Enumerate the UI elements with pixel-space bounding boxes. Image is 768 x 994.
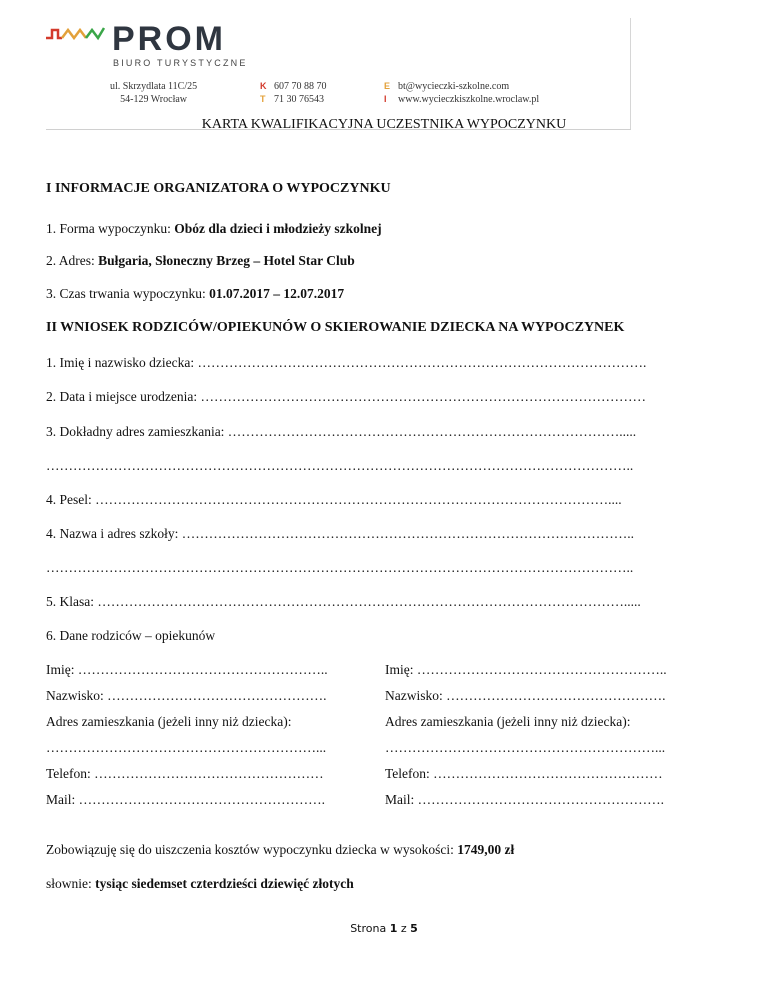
field-home-address[interactable]: 3. Dokładny adres zamieszkania: …………………………………………………………………………….....	[46, 424, 637, 439]
page-number: 1	[389, 922, 398, 935]
email-label: E	[384, 81, 391, 91]
company-phones	[260, 80, 327, 106]
header-divider-vertical	[630, 18, 631, 130]
company-online	[384, 80, 539, 106]
of-word: z	[400, 922, 407, 935]
company-email[interactable]: bt@wycieczki-szkolne.com	[398, 81, 510, 92]
phone-t-label: T	[260, 94, 266, 104]
field-class[interactable]: 5. Klasa: ……………………………………………………………………………………………………….....	[46, 594, 641, 609]
company-address	[110, 80, 197, 106]
rest-duration	[46, 286, 344, 302]
field-home-address-cont[interactable]: …………………………………………………………………………………………………………………..	[46, 458, 634, 473]
field-school[interactable]: 4. Nazwa i adres szkoły: ………………………………………………………………………………………..	[46, 526, 634, 541]
parent1-mail[interactable]: Mail: ……………………………………………….	[46, 792, 325, 807]
form-value: Obóz dla dzieci i młodzieży szkolnej	[174, 221, 382, 236]
field-pesel[interactable]: 4. Pesel: ……………………………………………………………………………………………………....	[46, 492, 622, 507]
section-1-heading: I INFORMACJE ORGANIZATORA O WYPOCZYNKU	[46, 181, 391, 196]
field-school-cont[interactable]: …………………………………………………………………………………………………………………..	[46, 560, 634, 575]
parent1-name[interactable]: Imię: ………………………………………………..	[46, 662, 328, 677]
duration-value: 01.07.2017 – 12.07.2017	[209, 286, 345, 301]
parent2-address-label: Adres zamieszkania (jeżeli inny niż dziecka):	[385, 714, 631, 729]
words-label: słownie:	[46, 876, 96, 891]
letterhead	[46, 14, 631, 131]
phone-k-label: K	[260, 81, 267, 91]
duration-label: 3. Czas trwania wypoczynku:	[46, 286, 210, 301]
rest-address	[46, 253, 355, 269]
phone-t: 71 30 76543	[274, 94, 324, 105]
form-label: 1. Forma wypoczynku:	[46, 221, 175, 236]
page-footer	[0, 922, 768, 935]
parent1-phone[interactable]: Telefon: ……………………………………………	[46, 766, 324, 781]
page-total: 5	[410, 922, 418, 935]
parent2-surname[interactable]: Nazwisko: ………………………………………….	[385, 688, 666, 703]
field-child-name[interactable]: 1. Imię i nazwisko dziecka: ……………………………………………………………………………………….	[46, 355, 647, 370]
brand-subtitle: BIURO TURYSTYCZNE	[113, 58, 248, 68]
logo-wave-icon	[46, 24, 110, 46]
words-value: tysiąc siedemset czterdzieści dziewięć złotych	[95, 876, 354, 891]
address-line-1: ul. Skrzydlata 11C/25	[110, 81, 198, 92]
company-website[interactable]: www.wycieczkiszkolne.wroclaw.pl	[398, 94, 540, 105]
parent1-address[interactable]: ……………………………………………………...	[46, 740, 327, 755]
cost-in-words	[46, 876, 354, 892]
document-title: KARTA KWALIFIKACYJNA UCZESTNIKA WYPOCZYNKU	[201, 117, 567, 132]
cost-commitment	[46, 842, 514, 858]
address-label: 2. Adres:	[46, 253, 99, 268]
address-value: Bułgaria, Słoneczny Brzeg – Hotel Star Club	[98, 253, 355, 268]
form-of-rest	[46, 221, 382, 237]
section-2-heading: II WNIOSEK RODZICÓW/OPIEKUNÓW O SKIEROWANIE DZIECKA NA WYPOCZYNEK	[46, 320, 625, 335]
parents-heading: 6. Dane rodziców – opiekunów	[46, 628, 216, 643]
cost-text: Zobowiązuję się do uiszczenia kosztów wypoczynku dziecka w wysokości:	[46, 842, 458, 857]
brand-name: PROM	[112, 20, 226, 58]
parent2-name[interactable]: Imię: ………………………………………………..	[385, 662, 667, 677]
phone-k: 607 70 88 70	[274, 81, 327, 92]
parent2-mail[interactable]: Mail: ……………………………………………….	[385, 792, 664, 807]
parent2-address[interactable]: ……………………………………………………...	[385, 740, 666, 755]
parent1-surname[interactable]: Nazwisko: ………………………………………….	[46, 688, 327, 703]
address-line-2: 54-129 Wrocław	[120, 94, 188, 105]
parent1-address-label: Adres zamieszkania (jeżeli inny niż dziecka):	[46, 714, 292, 729]
web-label: I	[384, 94, 387, 104]
page-word: Strona	[350, 922, 387, 935]
cost-amount: 1749,00 zł	[457, 842, 515, 857]
parent2-phone[interactable]: Telefon: ……………………………………………	[385, 766, 663, 781]
field-birth[interactable]: 2. Data i miejsce urodzenia: ………………………………………………………………………………………	[46, 389, 646, 404]
